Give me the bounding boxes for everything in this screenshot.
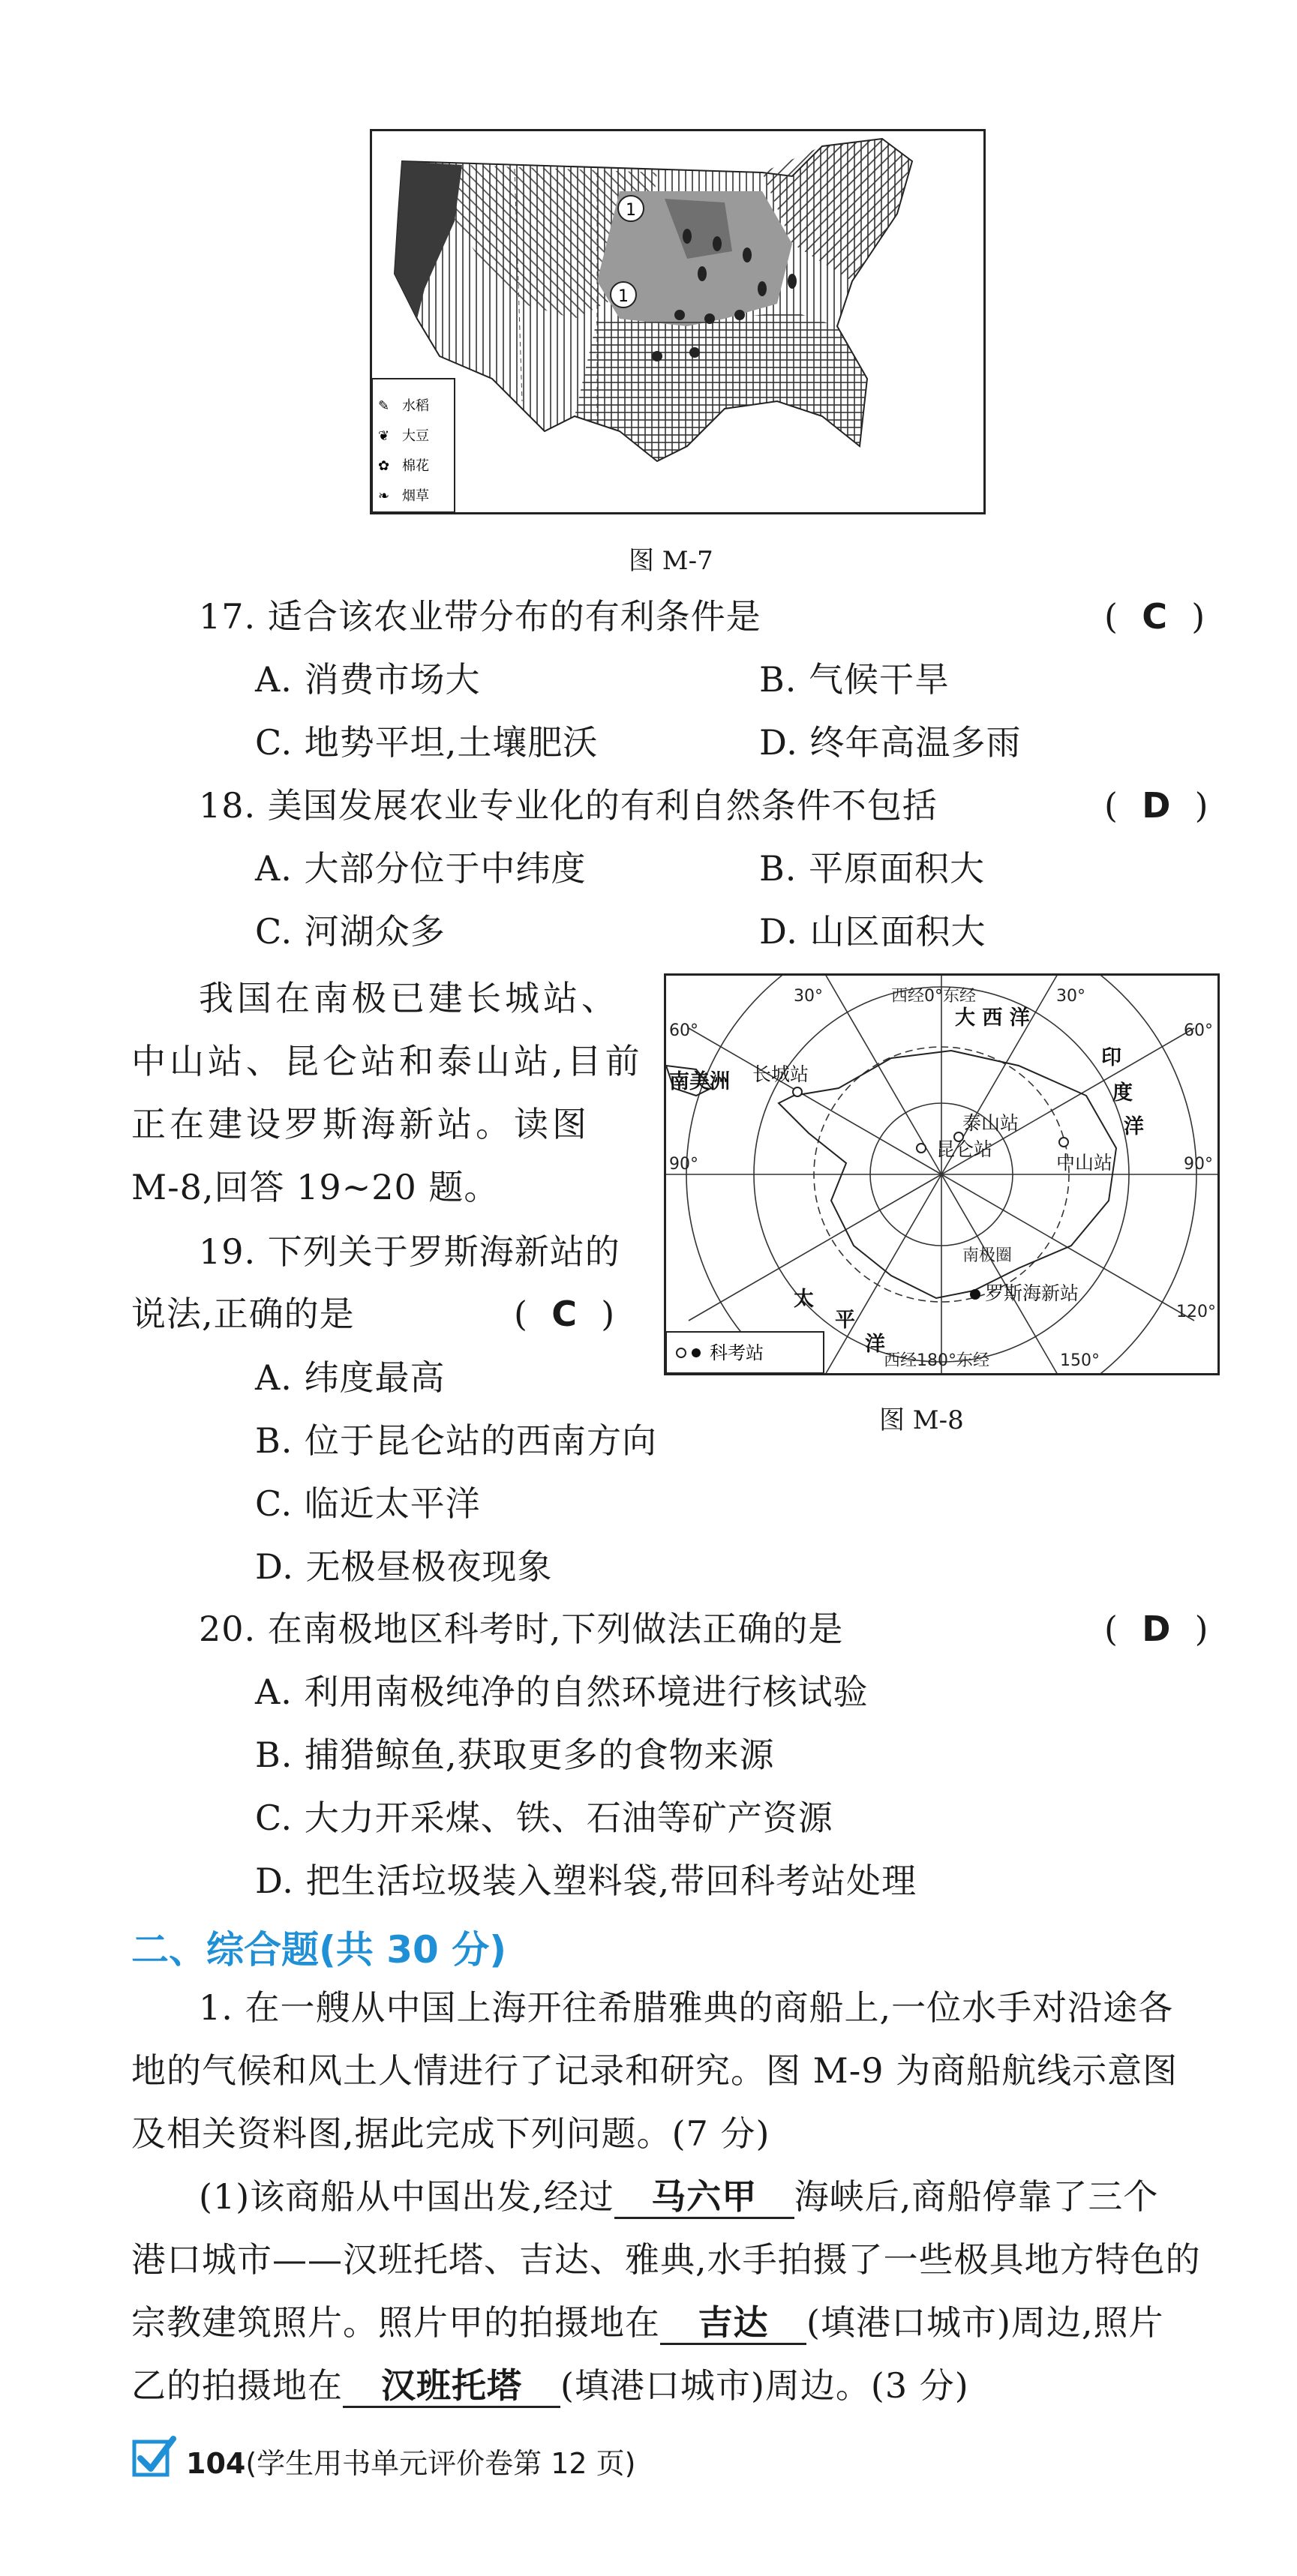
intro-line-2: 中山站、昆仑站和泰山站,目前 xyxy=(131,1041,644,1081)
legend-rice-label: 水稻 xyxy=(402,398,429,414)
q17-option-c: C. 地势平坦,土壤肥沃 xyxy=(255,722,599,763)
kunlun-station-marker xyxy=(917,1144,926,1153)
q17-stem: 17. 适合该农业带分布的有利条件是 xyxy=(199,596,761,637)
kunlun-label: 昆仑站 xyxy=(936,1138,993,1160)
checkbox-check-icon xyxy=(131,2434,176,2479)
q18-option-c: C. 河湖众多 xyxy=(255,911,446,952)
intro-line-4: M-8,回答 19~20 题。 xyxy=(131,1167,500,1207)
q19-option-c: C. 临近太平洋 xyxy=(255,1483,481,1524)
q18-stem: 18. 美国发展农业专业化的有利自然条件不包括 xyxy=(199,785,938,826)
changcheng-station-marker xyxy=(793,1087,802,1096)
q18-option-b: B. 平原面积大 xyxy=(759,848,986,889)
q20-option-d: D. 把生活垃圾装入塑料袋,带回科考站处理 xyxy=(255,1861,917,1901)
zhongshan-station-marker xyxy=(1059,1138,1068,1147)
legend-cotton-label: 棉花 xyxy=(402,458,429,474)
s1-text-c: 宗教建筑照片。照片甲的拍摄地在 xyxy=(131,2302,660,2343)
pacific-label-2: 平 xyxy=(835,1309,855,1332)
q19-option-d: D. 无极昼极夜现象 xyxy=(255,1546,553,1587)
s1-line-4 xyxy=(131,2364,969,2408)
deg60-right-label: 60° xyxy=(1184,1021,1213,1040)
p1-line-1: 1. 在一艘从中国上海开往希腊雅典的商船上,一位水手对沿途各 xyxy=(199,1987,1174,2028)
map-marker-1-south: 1 xyxy=(618,287,629,306)
q19-option-a: A. 纬度最高 xyxy=(255,1357,446,1398)
lon-top-label: 西经0°东经 xyxy=(891,987,976,1006)
zhongshan-label: 中山站 xyxy=(1056,1152,1113,1174)
indian-label-1: 印 xyxy=(1101,1046,1121,1069)
s1-text-a: (1)该商船从中国出发,经过 xyxy=(199,2176,614,2217)
q20-stem: 20. 在南极地区科考时,下列做法正确的是 xyxy=(199,1609,844,1649)
q18-answer-bracket: ( D ) xyxy=(1104,785,1209,826)
figure-m8-map xyxy=(664,973,1220,1375)
legend-soybean-label: 大豆 xyxy=(402,428,429,444)
changcheng-label: 长城站 xyxy=(752,1063,809,1085)
deg30-right-label: 30° xyxy=(1056,987,1085,1006)
legend-cotton-icon: ✿ xyxy=(378,458,390,474)
q18-option-d: D. 山区面积大 xyxy=(759,911,986,952)
blank-strait: 马六甲 xyxy=(614,2176,794,2219)
blank-photo-yi: 汉班托塔 xyxy=(343,2365,560,2408)
taishan-label: 泰山站 xyxy=(962,1112,1019,1134)
s1-line-3 xyxy=(131,2301,1164,2345)
lon-bottom-label: 西经180°东经 xyxy=(884,1351,989,1370)
usa-agriculture-map-graphic xyxy=(372,131,983,512)
antarctica-map-graphic xyxy=(666,976,1217,1373)
blank-photo-jia: 吉达 xyxy=(660,2302,806,2345)
s1-text-f: (填港口城市)周边。(3 分) xyxy=(560,2365,969,2406)
q20-answer: D xyxy=(1142,1609,1172,1649)
q17-option-a: A. 消费市场大 xyxy=(255,659,481,700)
legend-station-label: 科考站 xyxy=(710,1342,764,1363)
figure-m7-map xyxy=(370,129,986,514)
q20-option-b: B. 捕猎鲸鱼,获取更多的食物来源 xyxy=(255,1735,775,1775)
legend-soybean-icon: ❦ xyxy=(378,428,390,444)
figure-m8-caption: 图 M-8 xyxy=(879,1405,964,1435)
q17-option-d: D. 终年高温多雨 xyxy=(759,722,1022,763)
intro-line-1: 我国在南极已建长城站、 xyxy=(199,978,620,1018)
deg60-left-label: 60° xyxy=(669,1021,698,1040)
ross-station-label: 罗斯海新站 xyxy=(985,1282,1079,1304)
map-marker-1-north: 1 xyxy=(626,201,636,220)
p1-line-2: 地的气候和风土人情进行了记录和研究。图 M-9 为商船航线示意图 xyxy=(131,2050,1178,2091)
q20-answer-bracket: ( D ) xyxy=(1104,1609,1209,1649)
q18-answer: D xyxy=(1142,785,1172,826)
q19-answer-bracket: ( C ) xyxy=(514,1294,616,1334)
q19-stem-2: 说法,正确的是 xyxy=(131,1294,355,1334)
s1-text-b: 海峡后,商船停靠了三个 xyxy=(794,2176,1159,2217)
legend-rice-icon: ✎ xyxy=(378,398,390,414)
atlantic-label: 大 西 洋 xyxy=(955,1006,1030,1030)
section2-title: 二、综合题(共 30 分) xyxy=(131,1928,507,1972)
figure-m7-caption: 图 M-7 xyxy=(629,546,713,576)
south-america-label: 南美洲 xyxy=(669,1070,730,1093)
deg150-label: 150° xyxy=(1060,1351,1100,1370)
q18-option-a: A. 大部分位于中纬度 xyxy=(255,848,587,889)
q17-option-b: B. 气候干旱 xyxy=(759,659,950,700)
indian-label-3: 洋 xyxy=(1124,1115,1144,1138)
s1-text-d: (填港口城市)周边,照片 xyxy=(806,2302,1164,2343)
page-number: 104 xyxy=(186,2447,246,2480)
legend-tobacco-label: 烟草 xyxy=(402,488,429,504)
q19-stem-1: 19. 下列关于罗斯海新站的 xyxy=(199,1231,620,1272)
footer-text: (学生用书单元评价卷第 12 页) xyxy=(245,2447,636,2480)
s1-line-1 xyxy=(199,2175,1158,2219)
q20-option-a: A. 利用南极纯净的自然环境进行核试验 xyxy=(255,1672,869,1712)
s1-text-e: 乙的拍摄地在 xyxy=(131,2365,343,2406)
intro-line-3: 正在建设罗斯海新站。读图 xyxy=(131,1104,590,1144)
q20-option-c: C. 大力开采煤、铁、石油等矿产资源 xyxy=(255,1798,833,1838)
antarctic-circle-label: 南极圈 xyxy=(962,1246,1013,1265)
indian-label-2: 度 xyxy=(1112,1081,1133,1105)
deg30-left-label: 30° xyxy=(794,987,823,1006)
footer xyxy=(186,2440,636,2482)
pacific-label-1: 太 xyxy=(794,1288,814,1311)
deg120-label: 120° xyxy=(1176,1303,1216,1321)
pacific-label-3: 洋 xyxy=(865,1333,885,1356)
q19-option-b: B. 位于昆仑站的西南方向 xyxy=(255,1420,658,1461)
deg90-left-label: 90° xyxy=(669,1155,698,1174)
s1-line-2: 港口城市——汉班托塔、吉达、雅典,水手拍摄了一些极具地方特色的 xyxy=(131,2239,1201,2280)
q19-answer: C xyxy=(551,1294,578,1334)
p1-line-3: 及相关资料图,据此完成下列问题。(7 分) xyxy=(131,2113,770,2154)
q17-answer-bracket: ( C ) xyxy=(1104,596,1206,637)
q17-answer: C xyxy=(1142,596,1168,637)
ross-sea-station-marker xyxy=(970,1289,980,1300)
legend-tobacco-icon: ❧ xyxy=(378,488,390,504)
deg90-right-label: 90° xyxy=(1184,1155,1213,1174)
